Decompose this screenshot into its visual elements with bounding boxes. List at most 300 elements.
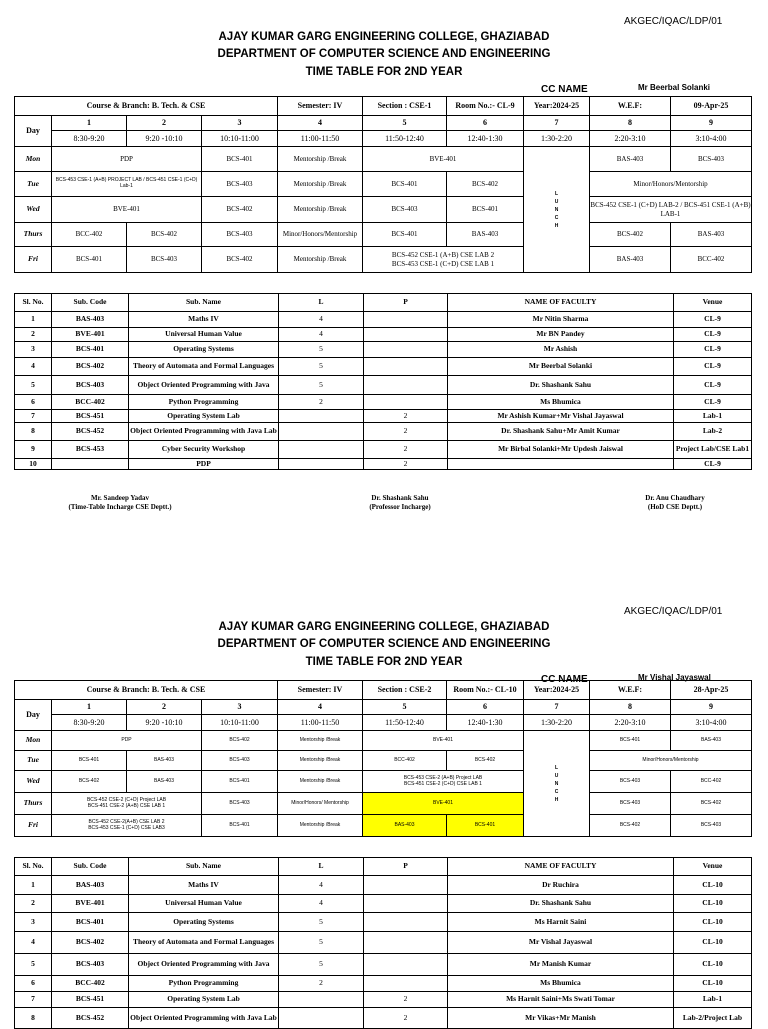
subject-sl-no: 5 — [15, 376, 52, 395]
header-sub-code: Sub. Code — [52, 294, 129, 312]
subject-faculty: Mr BN Pandey — [448, 328, 674, 342]
slot-cell: BAS-403 — [127, 751, 202, 771]
header-sl-no: Sl. No. — [15, 294, 52, 312]
lunch-letter: C — [554, 788, 559, 795]
slot-cell: Mentorship /Break — [278, 147, 363, 172]
lunch-letter: N — [554, 780, 559, 787]
subject-code: BVE-401 — [52, 895, 129, 913]
cc-name-label: CC NAME — [541, 84, 588, 95]
slot-cell: BCS-403 — [590, 771, 671, 793]
timetable-grid — [14, 680, 752, 837]
subject-faculty: Mr Nitin Sharma — [448, 312, 674, 328]
day-row-mon — [15, 731, 752, 751]
subject-practical-hours: 2 — [364, 423, 448, 441]
slot-cell: Minor/Honors/ Mentorship — [278, 793, 363, 815]
subject-faculty: Mr Vishal Jayaswal — [448, 932, 674, 954]
lunch-letter: N — [554, 206, 559, 213]
academic-year: Year:2024-25 — [524, 97, 590, 116]
subject-sl-no: 4 — [15, 358, 52, 376]
subject-row — [15, 328, 752, 342]
period-time: 11:00-11:50 — [278, 715, 363, 731]
subject-faculty: Mr Manish Kumar — [448, 954, 674, 976]
lunch-letter: U — [554, 198, 559, 205]
day-row-fri — [15, 247, 752, 273]
subject-practical-hours — [364, 954, 448, 976]
slot-cell: BCC-402 — [363, 751, 447, 771]
wef-date: 09-Apr-25 — [671, 97, 752, 116]
subject-lecture-hours: 5 — [279, 342, 364, 358]
period-time: 10:10-11:00 — [202, 131, 278, 147]
period-number: 1 — [52, 700, 127, 715]
subject-practical-hours — [364, 913, 448, 932]
header-l: L — [279, 858, 364, 876]
subject-lecture-hours: 4 — [279, 895, 364, 913]
day-row-tue — [15, 172, 752, 197]
subject-row — [15, 954, 752, 976]
slot-cell — [52, 172, 202, 197]
period-time: 9:20 -10:10 — [127, 131, 202, 147]
lunch-column — [524, 731, 590, 837]
slot-cell-highlighted: BAS-403 — [363, 815, 447, 837]
subject-name: Cyber Security Workshop — [129, 441, 279, 459]
period-number: 3 — [202, 116, 278, 131]
subject-row — [15, 423, 752, 441]
slot-cell — [363, 771, 524, 793]
slot-cell: BCS-402 — [671, 793, 752, 815]
subject-code: BCS-452 — [52, 1008, 129, 1029]
subject-code — [52, 459, 129, 470]
subject-sl-no: 6 — [15, 395, 52, 410]
slot-cell: BCS-402 — [447, 751, 524, 771]
subject-row — [15, 342, 752, 358]
subject-sl-no: 3 — [15, 342, 52, 358]
subject-code: BCS-451 — [52, 410, 129, 423]
timetable-grid — [14, 96, 752, 273]
lunch-letter: C — [554, 214, 559, 221]
subject-row — [15, 441, 752, 459]
subject-sl-no: 3 — [15, 913, 52, 932]
day-name: Mon — [15, 147, 52, 172]
subject-sl-no: 4 — [15, 932, 52, 954]
subject-row — [15, 395, 752, 410]
signatory-role: (Time-Table Incharge CSE Deptt.) — [68, 503, 172, 512]
subject-code: BCS-451 — [52, 992, 129, 1008]
header-p: P — [364, 858, 448, 876]
department-name: DEPARTMENT OF COMPUTER SCIENCE AND ENGINEERING — [217, 48, 551, 60]
subject-code: BCC-402 — [52, 976, 129, 992]
signature-professor-incharge — [330, 494, 470, 512]
subject-name: Operating System Lab — [129, 992, 279, 1008]
wef-label: W.E.F: — [590, 681, 671, 700]
subject-practical-hours — [364, 976, 448, 992]
subject-row — [15, 312, 752, 328]
subject-faculty: Mr Beerbal Solanki — [448, 358, 674, 376]
period-number: 4 — [278, 116, 363, 131]
period-number: 4 — [278, 700, 363, 715]
subject-name: Universal Human Value — [129, 895, 279, 913]
course-branch: Course & Branch: B. Tech. & CSE — [15, 97, 278, 116]
subject-row — [15, 1008, 752, 1029]
slot-cell: BCS-403 — [127, 247, 202, 273]
signatory-role: (Professor Incharge) — [369, 503, 431, 512]
subject-lecture-hours: 2 — [279, 976, 364, 992]
subject-code: BCS-401 — [52, 342, 129, 358]
subject-faculty: Dr. Shashank Sahu — [448, 376, 674, 395]
subject-practical-hours — [364, 312, 448, 328]
college-name: AJAY KUMAR GARG ENGINEERING COLLEGE, GHAZIABAD — [218, 31, 550, 43]
slot-cell: BVE-401 — [363, 147, 524, 172]
subject-code: BCS-401 — [52, 913, 129, 932]
subject-code: BCS-402 — [52, 358, 129, 376]
slot-cell: PDP — [52, 731, 202, 751]
period-time: 9:20 -10:10 — [127, 715, 202, 731]
period-number: 8 — [590, 116, 671, 131]
subject-venue: CL-10 — [674, 913, 752, 932]
period-number: 5 — [363, 700, 447, 715]
slot-cell: BCC-402 — [671, 247, 752, 273]
period-number: 6 — [447, 116, 524, 131]
slot-cell: Mentorship /Break — [278, 731, 363, 751]
subject-venue: CL-10 — [674, 954, 752, 976]
day-name: Tue — [15, 172, 52, 197]
subject-name: Python Programming — [129, 395, 279, 410]
subject-row — [15, 913, 752, 932]
subject-venue: CL-10 — [674, 895, 752, 913]
subject-sl-no: 5 — [15, 954, 52, 976]
subject-lecture-hours: 2 — [279, 395, 364, 410]
slot-cell: BCS-403 — [202, 223, 278, 247]
subject-name: Maths IV — [129, 312, 279, 328]
slot-cell: BCS-402 — [202, 247, 278, 273]
subject-name: Universal Human Value — [129, 328, 279, 342]
subject-faculty: Dr. Shashank Sahu+Mr Amit Kumar — [448, 423, 674, 441]
subject-name: Operating Systems — [129, 913, 279, 932]
timetable-title: TIME TABLE FOR 2ND YEAR — [305, 66, 463, 78]
slot-cell: BCS-403 — [590, 793, 671, 815]
subject-lecture-hours — [279, 459, 364, 470]
subject-faculty: Ms Harnit Saini+Ms Swati Tomar — [448, 992, 674, 1008]
period-time: 11:50-12:40 — [363, 715, 447, 731]
lunch-letter: H — [554, 796, 559, 803]
signatory-role: (HoD CSE Deptt.) — [647, 503, 703, 512]
subject-row — [15, 410, 752, 423]
slot-cell: BCS-403 — [202, 172, 278, 197]
department-name: DEPARTMENT OF COMPUTER SCIENCE AND ENGINEERING — [217, 638, 551, 650]
subject-venue: Lab-2/Project Lab — [674, 1008, 752, 1029]
signatory-name: Dr. Shashank Sahu — [371, 494, 429, 502]
subject-faculty: Ms Bhumica — [448, 395, 674, 410]
period-number: 5 — [363, 116, 447, 131]
slot-cell: BCC-402 — [52, 223, 127, 247]
subject-lecture-hours — [279, 423, 364, 441]
slot-cell: BCS-401 — [447, 197, 524, 223]
subject-lecture-hours: 5 — [279, 913, 364, 932]
subject-venue: Project Lab/CSE Lab1 — [674, 441, 752, 459]
slot-cell: BCS-403 — [671, 815, 752, 837]
day-name: Fri — [15, 247, 52, 273]
slot-cell: Minor/Honors/Mentorship — [590, 172, 752, 197]
header-venue: Venue — [674, 294, 752, 312]
cc-name-label: CC NAME — [541, 674, 588, 685]
subject-sl-no: 1 — [15, 876, 52, 895]
slot-cell: Mentorship /Break — [278, 197, 363, 223]
header-sl-no: Sl. No. — [15, 858, 52, 876]
subject-row — [15, 876, 752, 895]
header-faculty: NAME OF FACULTY — [448, 858, 674, 876]
subject-venue: CL-9 — [674, 376, 752, 395]
slot-cell: BCC-402 — [671, 771, 752, 793]
subject-sl-no: 8 — [15, 423, 52, 441]
slot-line: Lab-1 — [120, 183, 133, 189]
subject-faculty: Mr Vikas+Mr Manish — [448, 1008, 674, 1029]
slot-cell: BCS-452 CSE-1 (C+D) LAB-2 / BCS-451 CSE-1 (A+B) LAB-1 — [590, 197, 752, 223]
slot-cell: BCS-401 — [202, 147, 278, 172]
slot-line: BCS-453 CSE-1 (C+D) CSE LAB3 — [88, 824, 165, 831]
subject-faculty — [448, 459, 674, 470]
subject-practical-hours: 2 — [364, 992, 448, 1008]
slot-cell: BCS-403 — [202, 751, 278, 771]
subject-table — [14, 293, 752, 470]
subject-faculty: Dr Ruchira — [448, 876, 674, 895]
subject-sl-no: 6 — [15, 976, 52, 992]
slot-line: BCS-453 CSE-1 (A+B) PROJECT LAB / BCS-451 CSE-1 (C+D) — [55, 177, 198, 184]
slot-line: BCS-452 CSE-2 (C+D) Project LAB — [86, 796, 167, 803]
header-sub-name: Sub. Name — [129, 294, 279, 312]
room-number: Room No.:- CL-10 — [447, 681, 524, 700]
slot-cell: BAS-403 — [127, 771, 202, 793]
subject-practical-hours — [364, 932, 448, 954]
period-time: 8:30-9:20 — [52, 715, 127, 731]
slot-cell — [363, 247, 524, 273]
slot-cell: BCS-401 — [52, 751, 127, 771]
day-row-mon — [15, 147, 752, 172]
period-number: 7 — [524, 116, 590, 131]
subject-name: Theory of Automata and Formal Languages — [129, 358, 279, 376]
slot-cell: BCS-402 — [447, 172, 524, 197]
slot-cell: BCS-402 — [590, 223, 671, 247]
period-time: 12:40-1:30 — [447, 715, 524, 731]
period-number: 3 — [202, 700, 278, 715]
cc-name-value: Mr Vishal Jayaswal — [638, 673, 711, 682]
slot-cell-highlighted: BVE-401 — [363, 793, 524, 815]
subject-practical-hours — [364, 328, 448, 342]
day-name: Wed — [15, 197, 52, 223]
day-name: Mon — [15, 731, 52, 751]
subject-code: BCC-402 — [52, 395, 129, 410]
slot-cell: Mentorship /Break — [278, 771, 363, 793]
subject-lecture-hours: 4 — [279, 312, 364, 328]
subject-venue: Lab-1 — [674, 992, 752, 1008]
period-number: 2 — [127, 700, 202, 715]
slot-cell: BCS-403 — [202, 793, 278, 815]
subject-row — [15, 976, 752, 992]
period-number: 6 — [447, 700, 524, 715]
cc-name-value: Mr Beerbal Solanki — [638, 83, 711, 92]
subject-sl-no: 8 — [15, 1008, 52, 1029]
subject-lecture-hours — [279, 992, 364, 1008]
period-time: 2:20-3:10 — [590, 131, 671, 147]
period-number: 9 — [671, 700, 752, 715]
subject-sl-no: 7 — [15, 992, 52, 1008]
period-number: 9 — [671, 116, 752, 131]
subject-row — [15, 358, 752, 376]
subject-sl-no: 10 — [15, 459, 52, 470]
slot-cell: BCS-401 — [202, 771, 278, 793]
period-time: 11:00-11:50 — [278, 131, 363, 147]
header-sub-name: Sub. Name — [129, 858, 279, 876]
college-name: AJAY KUMAR GARG ENGINEERING COLLEGE, GHAZIABAD — [218, 621, 550, 633]
subject-venue: CL-9 — [674, 312, 752, 328]
slot-cell — [52, 815, 202, 837]
header-faculty: NAME OF FACULTY — [448, 294, 674, 312]
subject-code: BVE-401 — [52, 328, 129, 342]
day-header: Day — [15, 116, 52, 147]
subject-practical-hours: 2 — [364, 1008, 448, 1029]
slot-line: BCS-451 CSE-2 (C+D) CSE LAB 1 — [404, 780, 482, 787]
subject-row — [15, 992, 752, 1008]
signatory-name: Mr. Sandeep Yadav — [90, 494, 150, 502]
subject-venue: CL-9 — [674, 395, 752, 410]
slot-line: BCS-452 CSE-2(A+B) CSE LAB 2 — [88, 818, 165, 825]
subject-faculty: Mr Ashish — [448, 342, 674, 358]
slot-cell: BCS-401 — [52, 247, 127, 273]
slot-line: BCS-453 CSE-1 (C+D) CSE LAB 1 — [391, 259, 495, 268]
slot-cell: BAS-403 — [671, 223, 752, 247]
slot-cell: BCS-401 — [590, 731, 671, 751]
day-name: Thurs — [15, 223, 52, 247]
subject-row — [15, 376, 752, 395]
subject-practical-hours: 2 — [364, 441, 448, 459]
timetable-title: TIME TABLE FOR 2ND YEAR — [305, 656, 463, 668]
slot-cell: BCS-402 — [202, 197, 278, 223]
section: Section : CSE-2 — [363, 681, 447, 700]
subject-lecture-hours — [279, 1008, 364, 1029]
signatory-name: Dr. Anu Chaudhary — [645, 494, 705, 502]
subject-code: BCS-403 — [52, 954, 129, 976]
subject-lecture-hours: 5 — [279, 358, 364, 376]
slot-cell: Minor/Honors/Mentorship — [278, 223, 363, 247]
slot-line: BCS-453 CSE-2 (A+B) Project LAB — [403, 774, 483, 781]
subject-lecture-hours — [279, 441, 364, 459]
header-venue: Venue — [674, 858, 752, 876]
lunch-letter: H — [554, 222, 559, 229]
subject-row — [15, 895, 752, 913]
period-number: 2 — [127, 116, 202, 131]
subject-venue: CL-10 — [674, 976, 752, 992]
day-name: Tue — [15, 751, 52, 771]
subject-venue: CL-9 — [674, 328, 752, 342]
slot-cell: BCS-401 — [202, 815, 278, 837]
day-name: Fri — [15, 815, 52, 837]
slot-cell: BCS-401 — [363, 223, 447, 247]
lunch-letter: U — [554, 772, 559, 779]
slot-cell: Mentorship /Break — [278, 751, 363, 771]
subject-name: Object Oriented Programming with Java Lab — [129, 1008, 279, 1029]
subject-name: Object Oriented Programming with Java — [129, 376, 279, 395]
signature-hod — [610, 494, 740, 512]
subject-code: BCS-403 — [52, 376, 129, 395]
day-row-thu — [15, 793, 752, 815]
header-p: P — [364, 294, 448, 312]
period-number: 8 — [590, 700, 671, 715]
subject-practical-hours: 2 — [364, 459, 448, 470]
period-time: 11:50-12:40 — [363, 131, 447, 147]
slot-cell-highlighted: BCS-401 — [447, 815, 524, 837]
slot-line: BCS-452 CSE-1 (A+B) CSE LAB 2 — [391, 251, 495, 260]
period-time: 2:20-3:10 — [590, 715, 671, 731]
day-name: Thurs — [15, 793, 52, 815]
subject-practical-hours — [364, 376, 448, 395]
period-time: 3:10-4:00 — [671, 715, 752, 731]
header-l: L — [279, 294, 364, 312]
subject-lecture-hours: 5 — [279, 932, 364, 954]
lunch-column — [524, 147, 590, 273]
subject-code: BCS-452 — [52, 423, 129, 441]
slot-cell: BCS-401 — [363, 172, 447, 197]
subject-lecture-hours: 5 — [279, 376, 364, 395]
subject-sl-no: 9 — [15, 441, 52, 459]
subject-sl-no: 7 — [15, 410, 52, 423]
subject-lecture-hours: 4 — [279, 876, 364, 895]
subject-practical-hours — [364, 358, 448, 376]
subject-name: Object Oriented Programming with Java Lab — [129, 423, 279, 441]
wef-date: 28-Apr-25 — [671, 681, 752, 700]
subject-practical-hours — [364, 342, 448, 358]
semester: Semester: IV — [278, 97, 363, 116]
subject-lecture-hours: 4 — [279, 328, 364, 342]
subject-name: PDP — [129, 459, 279, 470]
subject-name: Maths IV — [129, 876, 279, 895]
subject-venue: CL-10 — [674, 876, 752, 895]
academic-year: Year:2024-25 — [524, 681, 590, 700]
period-time: 8:30-9:20 — [52, 131, 127, 147]
slot-cell: Mentorship /Break — [278, 247, 363, 273]
slot-cell: BVE-401 — [52, 197, 202, 223]
period-time: 1:30-2:20 — [524, 715, 590, 731]
subject-name: Python Programming — [129, 976, 279, 992]
period-time: 1:30-2:20 — [524, 131, 590, 147]
wef-label: W.E.F: — [590, 97, 671, 116]
period-time: 10:10-11:00 — [202, 715, 278, 731]
slot-cell: BAS-403 — [590, 147, 671, 172]
subject-name: Operating Systems — [129, 342, 279, 358]
period-time: 3:10-4:00 — [671, 131, 752, 147]
signature-timetable-incharge — [40, 494, 200, 512]
subject-name: Operating System Lab — [129, 410, 279, 423]
subject-code: BCS-453 — [52, 441, 129, 459]
slot-line: BCS-451 CSE-2 (A+B) CSE LAB 1 — [87, 802, 166, 809]
slot-cell: Mentorship /Break — [278, 815, 363, 837]
subject-name: Object Oriented Programming with Java — [129, 954, 279, 976]
subject-faculty: Ms Harnit Saini — [448, 913, 674, 932]
subject-faculty: Mr Ashish Kumar+Mr Vishal Jayaswal — [448, 410, 674, 423]
period-time: 12:40-1:30 — [447, 131, 524, 147]
day-row-fri — [15, 815, 752, 837]
subject-practical-hours: 2 — [364, 410, 448, 423]
subject-lecture-hours: 5 — [279, 954, 364, 976]
slot-cell: BAS-403 — [671, 731, 752, 751]
day-row-thu — [15, 223, 752, 247]
day-header: Day — [15, 700, 52, 731]
period-number: 7 — [524, 700, 590, 715]
slot-cell — [52, 793, 202, 815]
header-sub-code: Sub. Code — [52, 858, 129, 876]
slot-cell: BAS-403 — [590, 247, 671, 273]
semester: Semester: IV — [278, 681, 363, 700]
slot-cell: Mentorship /Break — [278, 172, 363, 197]
slot-cell: BCS-403 — [671, 147, 752, 172]
subject-faculty: Ms Bhumica — [448, 976, 674, 992]
